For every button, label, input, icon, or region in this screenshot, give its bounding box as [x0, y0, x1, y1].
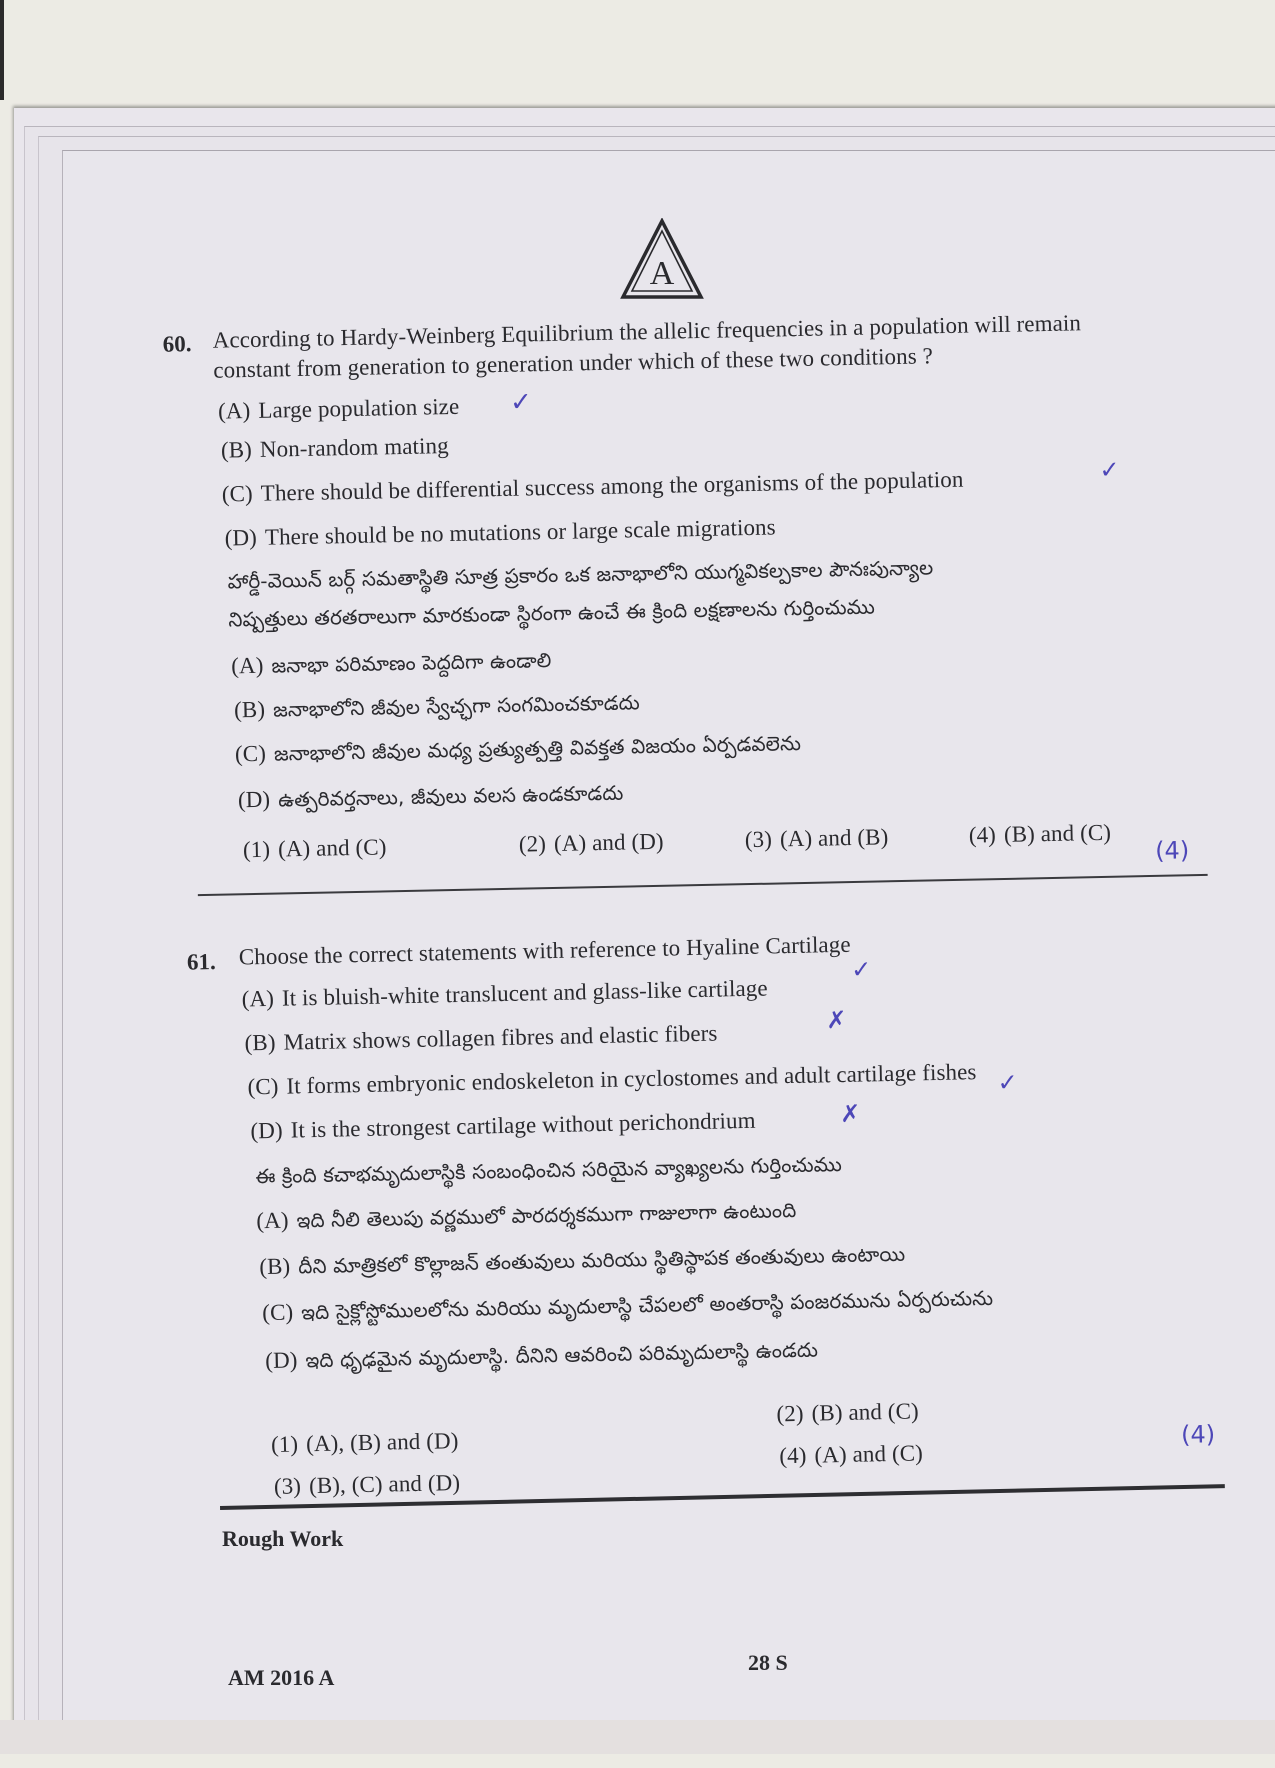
question-number: 61.	[186, 949, 216, 975]
handwritten-tick-icon: ✓	[997, 1068, 1019, 1097]
option-a-en: (A) It is bluish-white translucent and glass-like cartilage	[241, 975, 768, 1012]
option-b-en: (B) Non-random mating	[220, 433, 449, 463]
option-d-te: (D) ఇది ధృఢమైన మృదులాస్థి. దీనిని ఆవరించి పరిమృదులాస్థి ఉండదు	[265, 1337, 819, 1374]
answer-choice-3[interactable]: (3) (A) and (B)	[744, 824, 889, 853]
question-stem-line: According to Hardy-Weinberg Equilibrium the allelic frequencies in a population will remain	[212, 310, 1082, 353]
handwritten-tick-icon: ✓	[509, 387, 533, 418]
svg-text:A: A	[649, 255, 675, 292]
option-c-te: (C) జనాభాలోని జీవుల మధ్య ప్రత్యుత్పత్తి వివక్తత విజయం ఏర్పడవలెను	[234, 731, 802, 767]
option-a-te: (A) జనాభా పరిమాణం పెద్దదిగా ఉండాలి	[231, 648, 552, 679]
option-c-te: (C) ఇది సైక్లోస్టోములలోను మరియు మృదులాస్థి చేపలలో అంతరాస్థి పంజరమును ఏర్పరుచును	[262, 1285, 994, 1326]
answer-choice-3[interactable]: (3) (B), (C) and (D)	[273, 1470, 461, 1499]
option-d-en: (D) It is the strongest cartilage without perichondrium	[250, 1107, 756, 1144]
page-number: 28 S	[748, 1650, 788, 1675]
question-stem-telugu: నిష్పత్తులు తరతరాలుగా మారకుండా స్థిరంగా ఉంచే ఈ క్రింది లక్షణాలను గుర్తించుము	[228, 594, 876, 632]
booklet-code: AM 2016 A	[228, 1665, 335, 1690]
option-c-en: (C) It forms embryonic endoskeleton in cyclostomes and adult cartilage fishes	[247, 1059, 977, 1100]
option-a-te: (A) ఇది నీలి తెలుపు వర్ణములో పారదర్శకముగా గాజులాగా ఉంటుంది	[256, 1197, 797, 1234]
answer-choice-1[interactable]: (1) (A) and (C)	[242, 834, 387, 863]
option-b-te: (B) జనాభాలోని జీవుల స్వేచ్ఛగా సంగమించకూడదు	[233, 690, 640, 723]
question-stem-telugu: ఈ క్రింది కచాభమృదులాస్థికి సంబంధించిన సరియైన వ్యాఖ్యలను గుర్తించుము	[255, 1151, 843, 1189]
handwritten-answer: (4)	[1180, 1420, 1216, 1449]
answer-choice-2[interactable]: (2) (A) and (D)	[518, 828, 664, 857]
option-d-te: (D) ఉత్పరివర్తనాలు, జీవులు వలస ఉండకూడదు	[237, 780, 624, 813]
option-d-en: (D) There should be no mutations or large scale migrations	[224, 514, 776, 551]
question-number: 60.	[162, 331, 192, 357]
question-stem-line: Choose the correct statements with reference to Hyaline Cartilage	[238, 931, 851, 970]
rough-work-label: Rough Work	[222, 1526, 344, 1551]
answer-choice-2[interactable]: (2) (B) and (C)	[776, 1398, 920, 1427]
option-a-en: (A) Large population size	[217, 393, 460, 424]
handwritten-cross-icon: ✗	[839, 1099, 861, 1128]
question-stem-telugu: హార్డీ-వెయిన్ బర్గ్ సమతాస్థితి సూత్ర ప్రకారం ఒక జనాభాలోని యుగ్మవికల్పకాల పౌనఃపున్యాల	[227, 555, 934, 594]
option-c-en: (C) There should be differential success among the organisms of the population	[221, 466, 964, 507]
question-stem-line: constant from generation to generation under which of these two conditions ?	[213, 343, 934, 383]
option-b-en: (B) Matrix shows collagen fibres and elastic fibers	[244, 1020, 718, 1056]
handwritten-cross-icon: ✗	[825, 1005, 847, 1035]
handwritten-answer: (4)	[1154, 836, 1190, 865]
answer-choice-1[interactable]: (1) (A), (B) and (D)	[270, 1428, 459, 1457]
answer-choice-4[interactable]: (4) (A) and (C)	[779, 1440, 924, 1469]
handwritten-tick-icon: ✓	[850, 955, 872, 984]
option-b-te: (B) దీని మాత్రికలో కొల్లాజన్ తంతువులు మరియు స్థితిస్థాపక తంతువులు ఉంటాయి	[259, 1241, 906, 1280]
answer-choice-4[interactable]: (4) (B) and (C)	[968, 819, 1112, 848]
handwritten-tick-icon: ✓	[1099, 455, 1120, 484]
